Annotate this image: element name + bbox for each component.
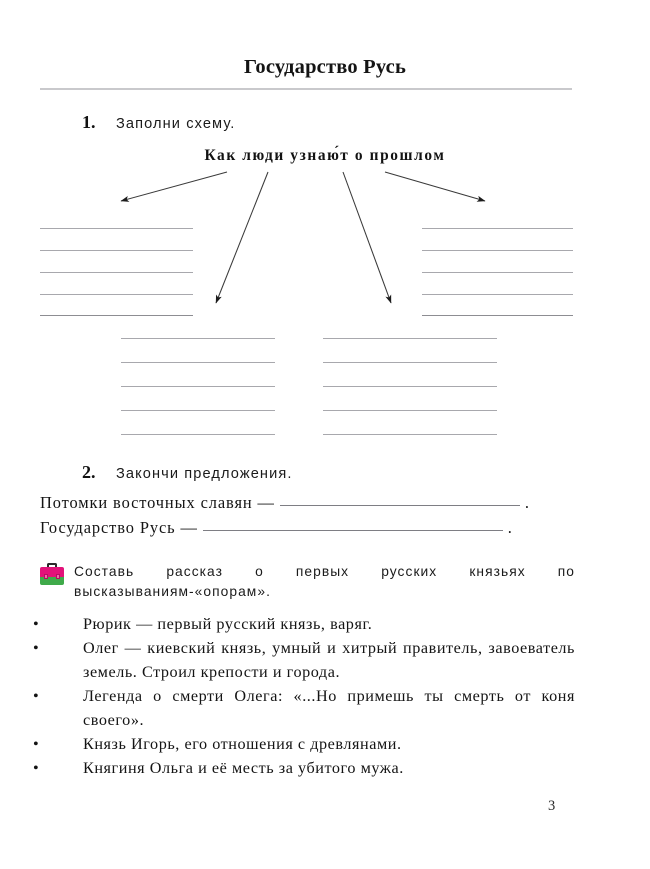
- list-item: [33, 732, 575, 756]
- arrow-branch-4: [385, 172, 485, 201]
- bullet-marker: •: [33, 687, 40, 705]
- sentence-prompt: Государство Русь —: [40, 518, 198, 537]
- page-title: Государство Русь: [243, 56, 407, 78]
- scheme-heading: Как люди узнаю́т о прошлом: [204, 147, 446, 164]
- list-item-text: Легенда о смерти Олега: «...Но примешь ты смерть от коня своего».: [83, 687, 575, 729]
- list-item-text: Рюрик — первый русский князь, варяг.: [83, 615, 373, 633]
- instruction-block: [40, 562, 575, 602]
- list-item: [33, 636, 575, 684]
- page-number: 3: [548, 798, 556, 814]
- list-item: [33, 612, 575, 636]
- bullet-marker: •: [33, 759, 40, 777]
- task-1-number: 1.: [82, 112, 96, 132]
- answer-line[interactable]: [422, 294, 573, 295]
- answer-line[interactable]: [323, 434, 497, 435]
- answer-line[interactable]: [40, 294, 193, 295]
- answer-line[interactable]: [121, 434, 275, 435]
- sentence-row: [40, 518, 513, 538]
- list-item-text: Олег — киевский князь, умный и хитрый правитель, завоеватель земель. Строил крепости и города.: [83, 639, 575, 681]
- list-item-text: Княгиня Ольга и её месть за убитого мужа.: [83, 759, 404, 777]
- answer-line[interactable]: [121, 386, 275, 387]
- task-1-instruction: Заполни схему.: [116, 116, 236, 132]
- answer-line[interactable]: [121, 338, 275, 339]
- answer-line[interactable]: [40, 315, 193, 316]
- task-2-number: 2.: [82, 462, 96, 482]
- answer-line[interactable]: [40, 228, 193, 229]
- briefcase-icon: [40, 563, 64, 585]
- answer-line[interactable]: [422, 228, 573, 229]
- sentence-terminator: .: [524, 493, 530, 512]
- bullet-marker: •: [33, 639, 40, 657]
- title-divider: [40, 88, 572, 90]
- answer-line[interactable]: [121, 362, 275, 363]
- bullet-marker: •: [33, 735, 40, 753]
- instruction-text: Составь рассказ о первых русских князьях по высказываниям-«опорам».: [74, 564, 575, 599]
- sentence-prompt: Потомки восточных славян —: [40, 493, 275, 512]
- arrow-branch-3: [343, 172, 391, 303]
- answer-line[interactable]: [323, 386, 497, 387]
- list-item: [33, 684, 575, 732]
- task-2-header: [82, 462, 292, 483]
- briefcase-clasp-left-icon: [44, 574, 48, 579]
- list-item: [33, 756, 575, 780]
- answer-line[interactable]: [40, 250, 193, 251]
- answer-line[interactable]: [323, 338, 497, 339]
- arrow-branch-1: [121, 172, 227, 201]
- answer-line[interactable]: [323, 410, 497, 411]
- sentence-terminator: .: [507, 518, 513, 537]
- briefcase-clasp-right-icon: [56, 574, 60, 579]
- sentence-row: [40, 493, 530, 513]
- arrow-branch-2: [216, 172, 268, 303]
- answer-line[interactable]: [422, 250, 573, 251]
- bullet-marker: •: [33, 615, 40, 633]
- sentence-answer-blank[interactable]: [280, 505, 520, 506]
- task-2-instruction: Закончи предложения.: [116, 466, 293, 482]
- answer-line[interactable]: [121, 410, 275, 411]
- answer-line[interactable]: [40, 272, 193, 273]
- list-item-text: Князь Игорь, его отношения с древлянами.: [83, 735, 402, 753]
- sentence-answer-blank[interactable]: [203, 530, 503, 531]
- support-statements-list: [33, 612, 575, 780]
- answer-line[interactable]: [323, 362, 497, 363]
- answer-line[interactable]: [422, 272, 573, 273]
- task-1-header: [82, 112, 235, 133]
- answer-line[interactable]: [422, 315, 573, 316]
